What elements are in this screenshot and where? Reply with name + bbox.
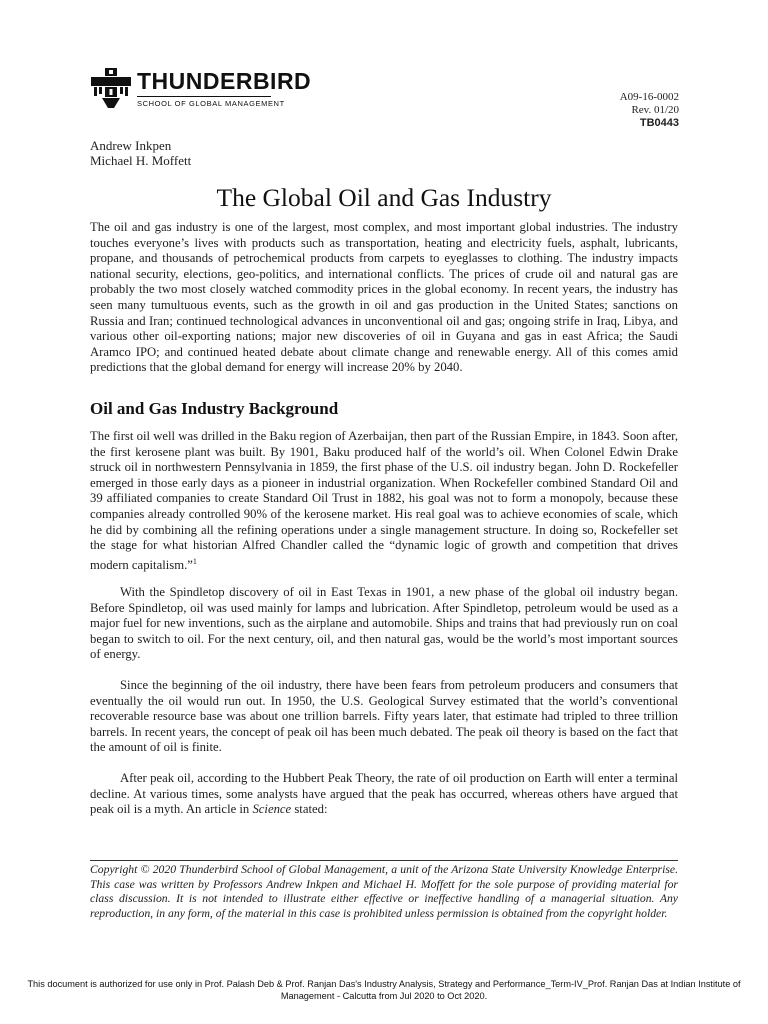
case-reference [620, 91, 679, 130]
logo-name: THUNDERBIRD [137, 68, 312, 94]
paragraph-text: With the Spindletop discovery of oil in East Texas in 1901, a new phase of the global oil industry began. Before Spindletop, oil was used mainly for lamps and lubrication. After Spindletop, petroleum would be used as a major fuel for new inventions, such as the airplane and automobile. Ships and trains that had previously run on coal began to switch to oil. For the next century, oil, and then natural gas, would be the world’s most important sources of energy. [90, 585, 678, 662]
footnote-marker: 1 [192, 556, 197, 566]
intro-paragraph [90, 220, 678, 376]
case-id: TB0443 [639, 117, 679, 129]
authorization-footer: This document is authorized for use only in Prof. Palash Deb & Prof. Ranjan Das's Industry Analysis, Strategy and Performance_Term-IV_Prof. Ranjan Das at Indian Institute of Management - Calcutta from Jul 2020 to Oct 2020. [27, 979, 741, 1001]
intro-text: The oil and gas industry is one of the largest, most complex, and most important global industries. The industry touches everyone’s lives with products such as transportation, heating and electricity fuels, asphalt, lubricants, propane, and thousands of petrochemical products from carpets to eyeglasses to clothing. The industry impacts national security, elections, geo-politics, and international conflicts. The prices of crude oil and natural gas are probably the two most closely watched commodity prices in the global economy. In recent years, the industry has seen many tumultuous events, such as the growth in oil and gas production in the United States; sanctions on Russia and Iran; continued technological advances in unconventional oil and gas; ongoing strife in Iraq, Libya, and various other oil-exporting nations; major new discoveries of oil in Guyana and gas in east Africa; the Saudi Aramco IPO; and continued heated debate about climate change and renewable energy. All of this comes amid predictions that the global demand for energy will increase 20% by 2040. [90, 220, 678, 375]
paragraph-text: Since the beginning of the oil industry, there have been fears from petroleum producers and consumers that eventually the oil would run out. In 1950, the U.S. Geological Survey estimated that the world’s conventional recoverable resource base was about one trillion barrels. Fifty years later, that estimate had tripled to three trillion barrels. In recent years, the concept of peak oil has been much debated. The peak oil theory is based on the fact that the amount of oil is finite. [90, 678, 678, 755]
case-revision: Rev. 01/20 [631, 104, 679, 116]
thunderbird-logo [91, 68, 311, 108]
logo-divider [137, 96, 271, 97]
section-heading: Oil and Gas Industry Background [90, 399, 339, 418]
body-paragraph-1 [90, 429, 678, 574]
logo-subtitle: SCHOOL OF GLOBAL MANAGEMENT [137, 99, 285, 108]
paragraph-text-end: stated: [291, 802, 328, 817]
document-title: The Global Oil and Gas Industry [216, 183, 552, 212]
body-paragraph-4 [90, 771, 678, 818]
copyright-notice: Copyright © 2020 Thunderbird School of Global Management, a unit of the Arizona State University Knowledge Enterprise. This case was written by Professors Andrew Inkpen and Michael H. Moffett for the sole purpose of providing material for class discussion. It is not intended to illustrate either effective or ineffective handling of a managerial situation. Any reproduction, in any form, of the material in this case is prohibited unless permission is obtained from the copyright holder. [90, 860, 678, 921]
author-name: Andrew Inkpen [90, 138, 172, 153]
journal-name: Science [252, 802, 292, 817]
paragraph-text: The first oil well was drilled in the Baku region of Azerbaijan, then part of the Russian Empire, in 1843. Soon after, the first kerosene plant was built. By 1901, Baku produced half of the world’s oil. When Colonel Edwin Drake struck oil in northwestern Pennsylvania in 1859, the first phase of the U.S. oil industry began. John D. Rockefeller emerged in those early days as a pioneer in industrial organization. When Rockefeller combined Standard Oil and 39 affiliated companies to create Standard Oil Trust in 1882, his goal was not to form a monopoly, because these companies already controlled 90% of the kerosene market. His real goal was to achieve economies of scale, which he did by combining all the refining operations under a single management structure. In doing so, Rockefeller set the stage for what historian Alfred Chandler called the “dynamic logic of growth and competition that drives modern capitalism.” [90, 429, 678, 572]
author-list [90, 138, 191, 168]
paragraph-text: After peak oil, according to the Hubbert Peak Theory, the rate of oil production on Earth will enter a terminal decline. At various times, some analysts have argued that the peak has occurred, whereas others have argued that peak oil is a myth. An article in [90, 771, 678, 817]
body-paragraph-3 [90, 678, 678, 756]
thunderbird-emblem-icon [91, 68, 131, 108]
author-name: Michael H. Moffett [90, 153, 192, 168]
body-paragraph-2 [90, 585, 678, 663]
case-code: A09-16-0002 [619, 91, 679, 103]
